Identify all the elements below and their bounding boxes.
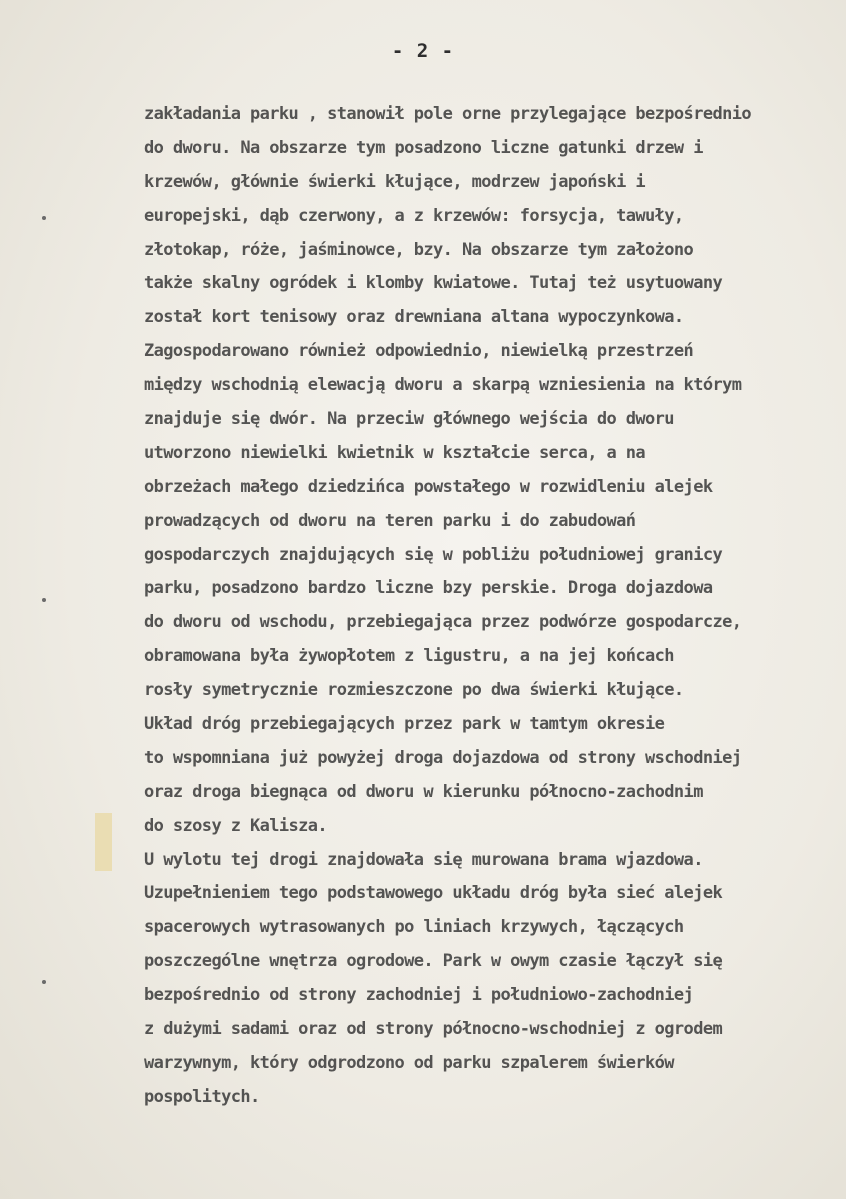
text-line: Układ dróg przebiegających przez park w tamtym okresie — [144, 714, 665, 735]
text-line: do dworu od wschodu, przebiegająca przez podwórze gospodarcze, — [144, 612, 742, 633]
text-line: do szosy z Kalisza. — [144, 815, 328, 836]
text-line: obramowana była żywopłotem z ligustru, a na jej końcach — [144, 646, 674, 667]
text-line: rosły symetrycznie rozmieszczone po dwa świerki kłujące. — [144, 680, 684, 701]
text-line: gospodarczych znajdujących się w pobliżu południowej granicy — [144, 544, 723, 565]
text-line: warzywnym, który odgrodzono od parku szpalerem świerków — [144, 1052, 674, 1073]
tape-residue — [95, 813, 112, 871]
text-line: U wylotu tej drogi znajdowała się murowana brama wjazdowa. — [144, 849, 703, 870]
text-line: zakładania parku , stanowił pole orne przylegające bezpośrednio — [144, 104, 751, 124]
text-line: oraz droga biegnąca od dworu w kierunku północno-zachodnim — [144, 781, 703, 802]
text-line: prowadzących od dworu na teren parku i do zabudowań — [144, 510, 636, 531]
text-line: także skalny ogródek i klomby kwiatowe. Tutaj też usytuowany — [144, 273, 723, 294]
text-line: Uzupełnieniem tego podstawowego układu dróg była sieć alejek — [144, 883, 723, 904]
punch-hole-mark — [42, 980, 46, 984]
text-line: z dużymi sadami oraz od strony północno-wschodniej z ogrodem — [144, 1019, 723, 1040]
text-line: złotokap, róże, jaśminowce, bzy. Na obszarze tym założono — [144, 239, 694, 260]
text-line: utworzono niewielki kwietnik w kształcie serca, a na — [144, 442, 646, 463]
text-line: Zagospodarowano również odpowiednio, niewielką przestrzeń — [144, 341, 694, 362]
punch-hole-mark — [42, 598, 46, 602]
text-line: europejski, dąb czerwony, a z krzewów: forsycja, tawuły, — [144, 205, 684, 226]
text-line: między wschodnią elewacją dworu a skarpą wzniesienia na którym — [144, 375, 742, 396]
text-line: poszczególne wnętrza ogrodowe. Park w owym czasie łączył się — [144, 951, 723, 972]
text-line: krzewów, głównie świerki kłujące, modrzew japoński i — [144, 171, 646, 192]
text-line: został kort tenisowy oraz drewniana altana wypoczynkowa. — [144, 307, 684, 328]
text-line: do dworu. Na obszarze tym posadzono liczne gatunki drzew i — [144, 137, 703, 158]
typewritten-text — [144, 98, 824, 1115]
text-line: parku, posadzono bardzo liczne bzy perskie. Droga dojazdowa — [144, 578, 713, 599]
text-line: obrzeżach małego dziedzińca powstałego w rozwidleniu alejek — [144, 476, 713, 497]
text-line: pospolitych. — [144, 1086, 260, 1107]
page-number: - 2 - — [391, 40, 455, 62]
text-line: spacerowych wytrasowanych po liniach krzywych, łączących — [144, 917, 684, 938]
punch-hole-mark — [42, 216, 46, 220]
text-line: to wspomniana już powyżej droga dojazdowa od strony wschodniej — [144, 747, 742, 768]
text-line: bezpośrednio od strony zachodniej i południowo-zachodniej — [144, 985, 694, 1006]
text-line: znajduje się dwór. Na przeciw głównego wejścia do dworu — [144, 409, 674, 430]
